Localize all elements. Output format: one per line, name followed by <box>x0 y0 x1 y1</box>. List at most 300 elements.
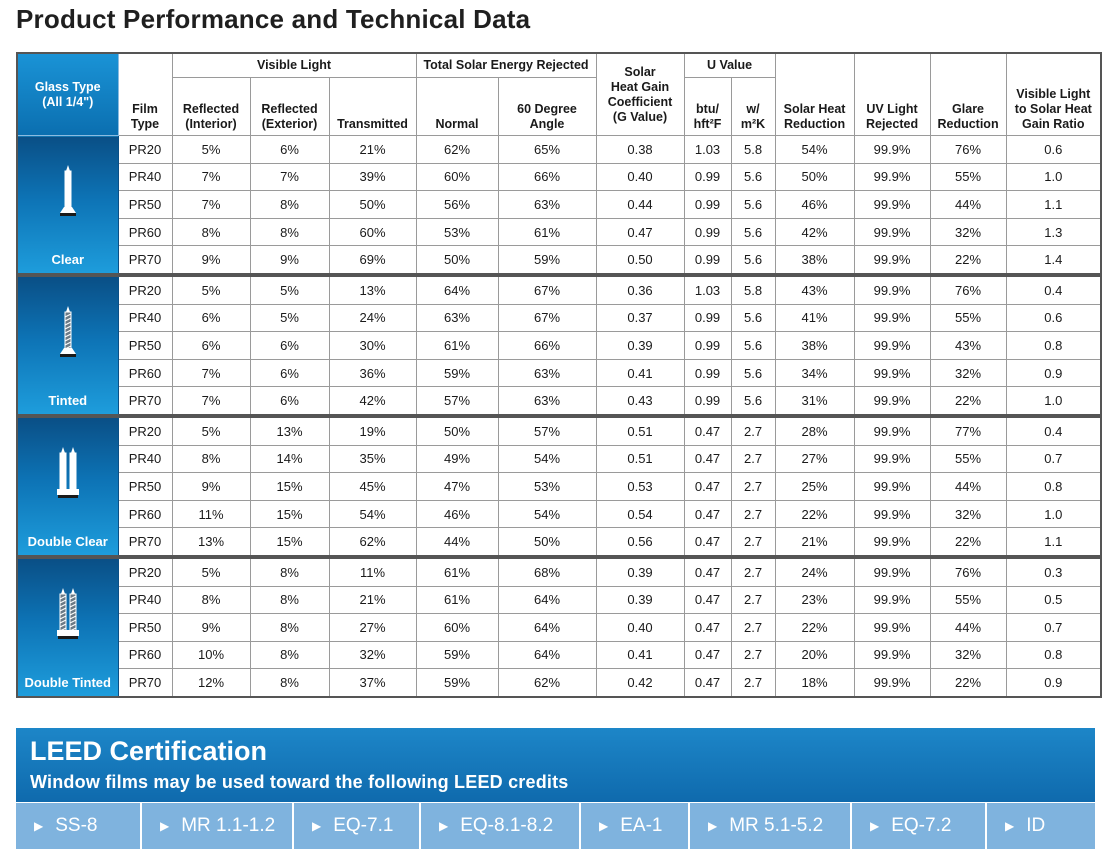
tser-normal-cell: 56% <box>416 191 498 219</box>
glare-reduction-cell: 55% <box>930 304 1006 332</box>
transmitted-cell: 19% <box>329 416 416 445</box>
reflected-interior-cell: 9% <box>172 246 250 275</box>
u-value-w-cell: 2.7 <box>731 586 775 614</box>
solar-heat-reduction-cell: 41% <box>775 304 854 332</box>
lsg-ratio-cell: 1.1 <box>1006 528 1101 557</box>
reflected-exterior-cell: 6% <box>250 387 329 416</box>
shgc-cell: 0.37 <box>596 304 684 332</box>
uv-rejected-cell: 99.9% <box>854 445 930 473</box>
uv-rejected-cell: 99.9% <box>854 586 930 614</box>
solar-heat-reduction-cell: 38% <box>775 332 854 360</box>
solar-heat-reduction-cell: 25% <box>775 473 854 501</box>
performance-table <box>16 52 1102 698</box>
tser-normal-cell: 46% <box>416 500 498 528</box>
single-tinted-glass-icon <box>51 304 85 363</box>
reflected-exterior-header: Reflected (Exterior) <box>250 78 329 136</box>
leed-subtitle: Window films may be used toward the following LEED credits <box>30 772 569 792</box>
play-arrow-icon: ▶ <box>708 819 718 833</box>
shgc-cell: 0.43 <box>596 387 684 416</box>
u-value-w-cell: 2.7 <box>731 445 775 473</box>
glare-reduction-cell: 32% <box>930 641 1006 669</box>
reflected-exterior-cell: 14% <box>250 445 329 473</box>
reflected-interior-cell: 5% <box>172 557 250 586</box>
film-type-cell: PR70 <box>118 246 172 275</box>
play-arrow-icon: ▶ <box>870 819 880 833</box>
tser-normal-cell: 50% <box>416 246 498 275</box>
tser-normal-cell: 53% <box>416 218 498 246</box>
leed-credit-label: MR 5.1-5.2 <box>729 815 824 836</box>
glass-type-label: Tinted <box>48 393 88 409</box>
u-value-w-cell: 5.6 <box>731 191 775 219</box>
leed-header <box>16 728 1095 802</box>
tser-60-degree-cell: 65% <box>498 136 596 164</box>
u-value-btu-cell: 0.99 <box>684 304 731 332</box>
transmitted-cell: 62% <box>329 528 416 557</box>
double-tinted-glass-icon <box>51 586 85 645</box>
uv-rejected-cell: 99.9% <box>854 557 930 586</box>
transmitted-cell: 42% <box>329 387 416 416</box>
reflected-exterior-cell: 7% <box>250 163 329 191</box>
uv-rejected-cell: 99.9% <box>854 669 930 697</box>
reflected-interior-cell: 13% <box>172 528 250 557</box>
tser-60-degree-cell: 67% <box>498 275 596 304</box>
reflected-exterior-cell: 13% <box>250 416 329 445</box>
normal-header: Normal <box>416 78 498 136</box>
shgc-cell: 0.42 <box>596 669 684 697</box>
lsg-ratio-cell: 1.0 <box>1006 163 1101 191</box>
uv-rejected-cell: 99.9% <box>854 387 930 416</box>
u-value-w-cell: 2.7 <box>731 614 775 642</box>
lsg-ratio-cell: 0.4 <box>1006 416 1101 445</box>
u-value-btu-cell: 0.99 <box>684 332 731 360</box>
u-value-btu-cell: 0.99 <box>684 359 731 387</box>
leed-credit-item <box>294 803 421 849</box>
table-row <box>17 246 1101 275</box>
sixty-degree-header: 60 Degree Angle <box>498 78 596 136</box>
uv-rejected-cell: 99.9% <box>854 163 930 191</box>
reflected-exterior-cell: 9% <box>250 246 329 275</box>
lsg-ratio-header: Visible Light to Solar Heat Gain Ratio <box>1006 53 1101 136</box>
film-type-cell: PR40 <box>118 304 172 332</box>
tser-normal-cell: 47% <box>416 473 498 501</box>
visible-light-header: Visible Light <box>172 53 416 78</box>
film-type-cell: PR60 <box>118 641 172 669</box>
shgc-cell: 0.47 <box>596 218 684 246</box>
u-value-btu-cell: 0.47 <box>684 669 731 697</box>
uv-rejected-cell: 99.9% <box>854 473 930 501</box>
double-clear-glass-icon <box>51 445 85 504</box>
u-value-w-cell: 5.6 <box>731 387 775 416</box>
glare-reduction-cell: 32% <box>930 359 1006 387</box>
tser-60-degree-cell: 54% <box>498 445 596 473</box>
reflected-interior-cell: 5% <box>172 136 250 164</box>
film-type-cell: PR20 <box>118 416 172 445</box>
lsg-ratio-cell: 0.7 <box>1006 445 1101 473</box>
table-row <box>17 641 1101 669</box>
uv-rejected-cell: 99.9% <box>854 191 930 219</box>
leed-credit-label: EA-1 <box>620 815 663 836</box>
film-type-cell: PR60 <box>118 218 172 246</box>
film-type-cell: PR50 <box>118 473 172 501</box>
shgc-cell: 0.38 <box>596 136 684 164</box>
shgc-cell: 0.44 <box>596 191 684 219</box>
transmitted-cell: 21% <box>329 136 416 164</box>
u-value-btu-cell: 0.99 <box>684 218 731 246</box>
glass-type-cell <box>17 557 118 697</box>
play-arrow-icon: ▶ <box>312 819 322 833</box>
leed-credit-label: EQ-7.1 <box>333 815 394 836</box>
tser-60-degree-cell: 63% <box>498 191 596 219</box>
transmitted-cell: 36% <box>329 359 416 387</box>
film-type-cell: PR20 <box>118 136 172 164</box>
uv-rejected-cell: 99.9% <box>854 641 930 669</box>
glare-reduction-cell: 22% <box>930 387 1006 416</box>
shgc-cell: 0.50 <box>596 246 684 275</box>
reflected-exterior-cell: 8% <box>250 586 329 614</box>
table-row <box>17 586 1101 614</box>
film-type-cell: PR40 <box>118 586 172 614</box>
glare-reduction-cell: 55% <box>930 445 1006 473</box>
play-arrow-icon: ▶ <box>1005 819 1015 833</box>
u-value-btu-cell: 0.99 <box>684 191 731 219</box>
reflected-exterior-cell: 15% <box>250 473 329 501</box>
uv-rejected-header: UV Light Rejected <box>854 53 930 136</box>
u-value-w-cell: 2.7 <box>731 641 775 669</box>
tser-60-degree-cell: 67% <box>498 304 596 332</box>
table-row <box>17 614 1101 642</box>
lsg-ratio-cell: 0.7 <box>1006 614 1101 642</box>
film-type-cell: PR40 <box>118 163 172 191</box>
table-row <box>17 416 1101 445</box>
reflected-exterior-cell: 6% <box>250 332 329 360</box>
glare-reduction-cell: 76% <box>930 557 1006 586</box>
solar-heat-reduction-cell: 34% <box>775 359 854 387</box>
page-title: Product Performance and Technical Data <box>16 4 531 34</box>
reflected-interior-cell: 11% <box>172 500 250 528</box>
reflected-exterior-cell: 8% <box>250 614 329 642</box>
film-type-cell: PR60 <box>118 359 172 387</box>
glass-type-cell <box>17 416 118 557</box>
leed-credit-label: EQ-8.1-8.2 <box>460 815 554 836</box>
table-row <box>17 163 1101 191</box>
reflected-interior-cell: 5% <box>172 275 250 304</box>
reflected-interior-cell: 7% <box>172 191 250 219</box>
film-type-cell: PR50 <box>118 332 172 360</box>
tser-normal-cell: 60% <box>416 614 498 642</box>
reflected-exterior-cell: 15% <box>250 528 329 557</box>
solar-heat-reduction-header: Solar Heat Reduction <box>775 53 854 136</box>
glare-reduction-cell: 44% <box>930 191 1006 219</box>
tser-60-degree-cell: 64% <box>498 614 596 642</box>
glare-reduction-cell: 55% <box>930 163 1006 191</box>
reflected-exterior-cell: 6% <box>250 136 329 164</box>
lsg-ratio-cell: 0.8 <box>1006 332 1101 360</box>
transmitted-cell: 30% <box>329 332 416 360</box>
solar-heat-reduction-cell: 46% <box>775 191 854 219</box>
uv-rejected-cell: 99.9% <box>854 304 930 332</box>
glass-type-label: Clear <box>51 252 85 268</box>
tser-normal-cell: 57% <box>416 387 498 416</box>
reflected-exterior-cell: 8% <box>250 641 329 669</box>
solar-heat-reduction-cell: 28% <box>775 416 854 445</box>
glare-reduction-cell: 22% <box>930 528 1006 557</box>
shgc-cell: 0.56 <box>596 528 684 557</box>
tser-normal-cell: 44% <box>416 528 498 557</box>
u-value-btu-cell: 0.47 <box>684 557 731 586</box>
glass-type-cell <box>17 275 118 416</box>
solar-heat-reduction-cell: 27% <box>775 445 854 473</box>
film-type-cell: PR60 <box>118 500 172 528</box>
film-type-cell: PR70 <box>118 528 172 557</box>
glare-reduction-cell: 77% <box>930 416 1006 445</box>
u-value-btu-cell: 0.47 <box>684 528 731 557</box>
table-row <box>17 387 1101 416</box>
reflected-interior-cell: 8% <box>172 586 250 614</box>
tser-normal-cell: 59% <box>416 359 498 387</box>
play-arrow-icon: ▶ <box>599 819 609 833</box>
shgc-cell: 0.51 <box>596 445 684 473</box>
tser-60-degree-cell: 66% <box>498 332 596 360</box>
lsg-ratio-cell: 0.5 <box>1006 586 1101 614</box>
table-row <box>17 136 1101 164</box>
tser-60-degree-cell: 68% <box>498 557 596 586</box>
uv-rejected-cell: 99.9% <box>854 218 930 246</box>
solar-heat-reduction-cell: 24% <box>775 557 854 586</box>
tser-normal-cell: 62% <box>416 136 498 164</box>
table-row <box>17 500 1101 528</box>
uv-rejected-cell: 99.9% <box>854 275 930 304</box>
film-type-cell: PR20 <box>118 275 172 304</box>
leed-credits-row <box>16 803 1095 849</box>
u-value-w-cell: 5.6 <box>731 218 775 246</box>
tser-60-degree-cell: 66% <box>498 163 596 191</box>
reflected-interior-cell: 8% <box>172 445 250 473</box>
film-type-cell: PR50 <box>118 191 172 219</box>
tser-normal-cell: 59% <box>416 641 498 669</box>
u-value-btu-cell: 0.47 <box>684 445 731 473</box>
lsg-ratio-cell: 1.4 <box>1006 246 1101 275</box>
lsg-ratio-cell: 0.3 <box>1006 557 1101 586</box>
lsg-ratio-cell: 0.4 <box>1006 275 1101 304</box>
uv-rejected-cell: 99.9% <box>854 416 930 445</box>
leed-credit-label: MR 1.1-1.2 <box>181 815 276 836</box>
transmitted-cell: 21% <box>329 586 416 614</box>
transmitted-cell: 11% <box>329 557 416 586</box>
shgc-cell: 0.40 <box>596 163 684 191</box>
reflected-interior-cell: 12% <box>172 669 250 697</box>
lsg-ratio-cell: 0.6 <box>1006 304 1101 332</box>
single-clear-glass-icon <box>51 163 85 222</box>
tser-60-degree-cell: 63% <box>498 387 596 416</box>
film-type-cell: PR50 <box>118 614 172 642</box>
reflected-interior-cell: 10% <box>172 641 250 669</box>
uv-rejected-cell: 99.9% <box>854 246 930 275</box>
u-value-w-cell: 5.6 <box>731 304 775 332</box>
lsg-ratio-cell: 1.0 <box>1006 500 1101 528</box>
solar-heat-reduction-cell: 42% <box>775 218 854 246</box>
reflected-interior-cell: 8% <box>172 218 250 246</box>
tser-60-degree-cell: 50% <box>498 528 596 557</box>
u-value-w-cell: 5.6 <box>731 246 775 275</box>
u-value-w-cell: 2.7 <box>731 416 775 445</box>
w-m2k-header: w/ m²K <box>731 78 775 136</box>
shgc-cell: 0.36 <box>596 275 684 304</box>
u-value-w-cell: 2.7 <box>731 528 775 557</box>
tser-60-degree-cell: 53% <box>498 473 596 501</box>
lsg-ratio-cell: 1.0 <box>1006 387 1101 416</box>
reflected-interior-header: Reflected (Interior) <box>172 78 250 136</box>
lsg-ratio-cell: 1.1 <box>1006 191 1101 219</box>
table-row <box>17 473 1101 501</box>
glare-reduction-cell: 43% <box>930 332 1006 360</box>
u-value-w-cell: 2.7 <box>731 557 775 586</box>
solar-heat-reduction-cell: 21% <box>775 528 854 557</box>
lsg-ratio-cell: 0.9 <box>1006 669 1101 697</box>
tser-normal-cell: 63% <box>416 304 498 332</box>
table-row <box>17 445 1101 473</box>
reflected-interior-cell: 6% <box>172 304 250 332</box>
film-type-header: Film Type <box>118 53 172 136</box>
tser-normal-cell: 61% <box>416 332 498 360</box>
solar-heat-reduction-cell: 43% <box>775 275 854 304</box>
glare-reduction-cell: 22% <box>930 669 1006 697</box>
uv-rejected-cell: 99.9% <box>854 359 930 387</box>
u-value-btu-cell: 0.99 <box>684 246 731 275</box>
u-value-w-cell: 2.7 <box>731 473 775 501</box>
table-row <box>17 304 1101 332</box>
reflected-exterior-cell: 8% <box>250 557 329 586</box>
leed-credit-item <box>690 803 852 849</box>
solar-heat-reduction-cell: 23% <box>775 586 854 614</box>
reflected-exterior-cell: 6% <box>250 359 329 387</box>
lsg-ratio-cell: 0.8 <box>1006 641 1101 669</box>
u-value-w-cell: 5.6 <box>731 359 775 387</box>
u-value-w-cell: 5.8 <box>731 136 775 164</box>
film-type-cell: PR40 <box>118 445 172 473</box>
transmitted-cell: 50% <box>329 191 416 219</box>
tser-normal-cell: 60% <box>416 163 498 191</box>
tser-normal-cell: 49% <box>416 445 498 473</box>
transmitted-cell: 24% <box>329 304 416 332</box>
tser-normal-cell: 64% <box>416 275 498 304</box>
u-value-btu-cell: 0.47 <box>684 416 731 445</box>
shgc-cell: 0.39 <box>596 332 684 360</box>
glass-type-label: Double Tinted <box>24 675 111 691</box>
transmitted-header: Transmitted <box>329 78 416 136</box>
shgc-cell: 0.41 <box>596 359 684 387</box>
solar-heat-reduction-cell: 20% <box>775 641 854 669</box>
u-value-btu-cell: 0.47 <box>684 641 731 669</box>
u-value-btu-cell: 0.47 <box>684 614 731 642</box>
glare-reduction-cell: 76% <box>930 275 1006 304</box>
tser-normal-cell: 61% <box>416 586 498 614</box>
tser-60-degree-cell: 61% <box>498 218 596 246</box>
tser-60-degree-cell: 62% <box>498 669 596 697</box>
tser-60-degree-cell: 64% <box>498 586 596 614</box>
u-value-btu-cell: 1.03 <box>684 136 731 164</box>
glare-reduction-cell: 22% <box>930 246 1006 275</box>
leed-credit-item <box>142 803 294 849</box>
lsg-ratio-cell: 0.6 <box>1006 136 1101 164</box>
reflected-interior-cell: 5% <box>172 416 250 445</box>
table-row <box>17 191 1101 219</box>
reflected-interior-cell: 9% <box>172 473 250 501</box>
leed-credit-label: ID <box>1026 815 1046 836</box>
lsg-ratio-cell: 0.8 <box>1006 473 1101 501</box>
solar-heat-reduction-cell: 50% <box>775 163 854 191</box>
reflected-interior-cell: 7% <box>172 387 250 416</box>
solar-heat-reduction-cell: 38% <box>775 246 854 275</box>
transmitted-cell: 69% <box>329 246 416 275</box>
uv-rejected-cell: 99.9% <box>854 500 930 528</box>
transmitted-cell: 32% <box>329 641 416 669</box>
table-row <box>17 359 1101 387</box>
leed-credit-label: SS-8 <box>55 815 98 836</box>
leed-credit-item <box>987 803 1095 849</box>
lsg-ratio-cell: 1.3 <box>1006 218 1101 246</box>
reflected-exterior-cell: 5% <box>250 275 329 304</box>
transmitted-cell: 54% <box>329 500 416 528</box>
tser-60-degree-cell: 63% <box>498 359 596 387</box>
reflected-interior-cell: 6% <box>172 332 250 360</box>
solar-heat-reduction-cell: 18% <box>775 669 854 697</box>
glare-reduction-cell: 55% <box>930 586 1006 614</box>
uv-rejected-cell: 99.9% <box>854 332 930 360</box>
glare-reduction-cell: 44% <box>930 614 1006 642</box>
glare-reduction-cell: 44% <box>930 473 1006 501</box>
table-row <box>17 218 1101 246</box>
shgc-cell: 0.40 <box>596 614 684 642</box>
solar-heat-reduction-cell: 54% <box>775 136 854 164</box>
transmitted-cell: 35% <box>329 445 416 473</box>
shgc-header: Solar Heat Gain Coefficient (G Value) <box>596 53 684 136</box>
table-row <box>17 669 1101 697</box>
solar-heat-reduction-cell: 31% <box>775 387 854 416</box>
reflected-exterior-cell: 8% <box>250 191 329 219</box>
shgc-cell: 0.54 <box>596 500 684 528</box>
play-arrow-icon: ▶ <box>439 819 449 833</box>
u-value-btu-cell: 0.47 <box>684 473 731 501</box>
transmitted-cell: 60% <box>329 218 416 246</box>
tser-normal-cell: 61% <box>416 557 498 586</box>
play-arrow-icon: ▶ <box>160 819 170 833</box>
glass-type-cell <box>17 136 118 275</box>
transmitted-cell: 13% <box>329 275 416 304</box>
glare-reduction-cell: 32% <box>930 218 1006 246</box>
reflected-interior-cell: 9% <box>172 614 250 642</box>
film-type-cell: PR20 <box>118 557 172 586</box>
shgc-cell: 0.53 <box>596 473 684 501</box>
film-type-cell: PR70 <box>118 387 172 416</box>
glass-type-label: Double Clear <box>27 534 108 550</box>
leed-credit-item <box>421 803 581 849</box>
glare-reduction-cell: 76% <box>930 136 1006 164</box>
uv-rejected-cell: 99.9% <box>854 614 930 642</box>
tser-60-degree-cell: 59% <box>498 246 596 275</box>
leed-credit-item <box>581 803 690 849</box>
tser-60-degree-cell: 54% <box>498 500 596 528</box>
btu-header: btu/ hft²F <box>684 78 731 136</box>
total-solar-header: Total Solar Energy Rejected <box>416 53 596 78</box>
table-row <box>17 557 1101 586</box>
u-value-btu-cell: 0.99 <box>684 387 731 416</box>
u-value-btu-cell: 0.99 <box>684 163 731 191</box>
u-value-w-cell: 5.8 <box>731 275 775 304</box>
reflected-exterior-cell: 8% <box>250 669 329 697</box>
tser-60-degree-cell: 57% <box>498 416 596 445</box>
reflected-exterior-cell: 5% <box>250 304 329 332</box>
u-value-w-cell: 5.6 <box>731 163 775 191</box>
